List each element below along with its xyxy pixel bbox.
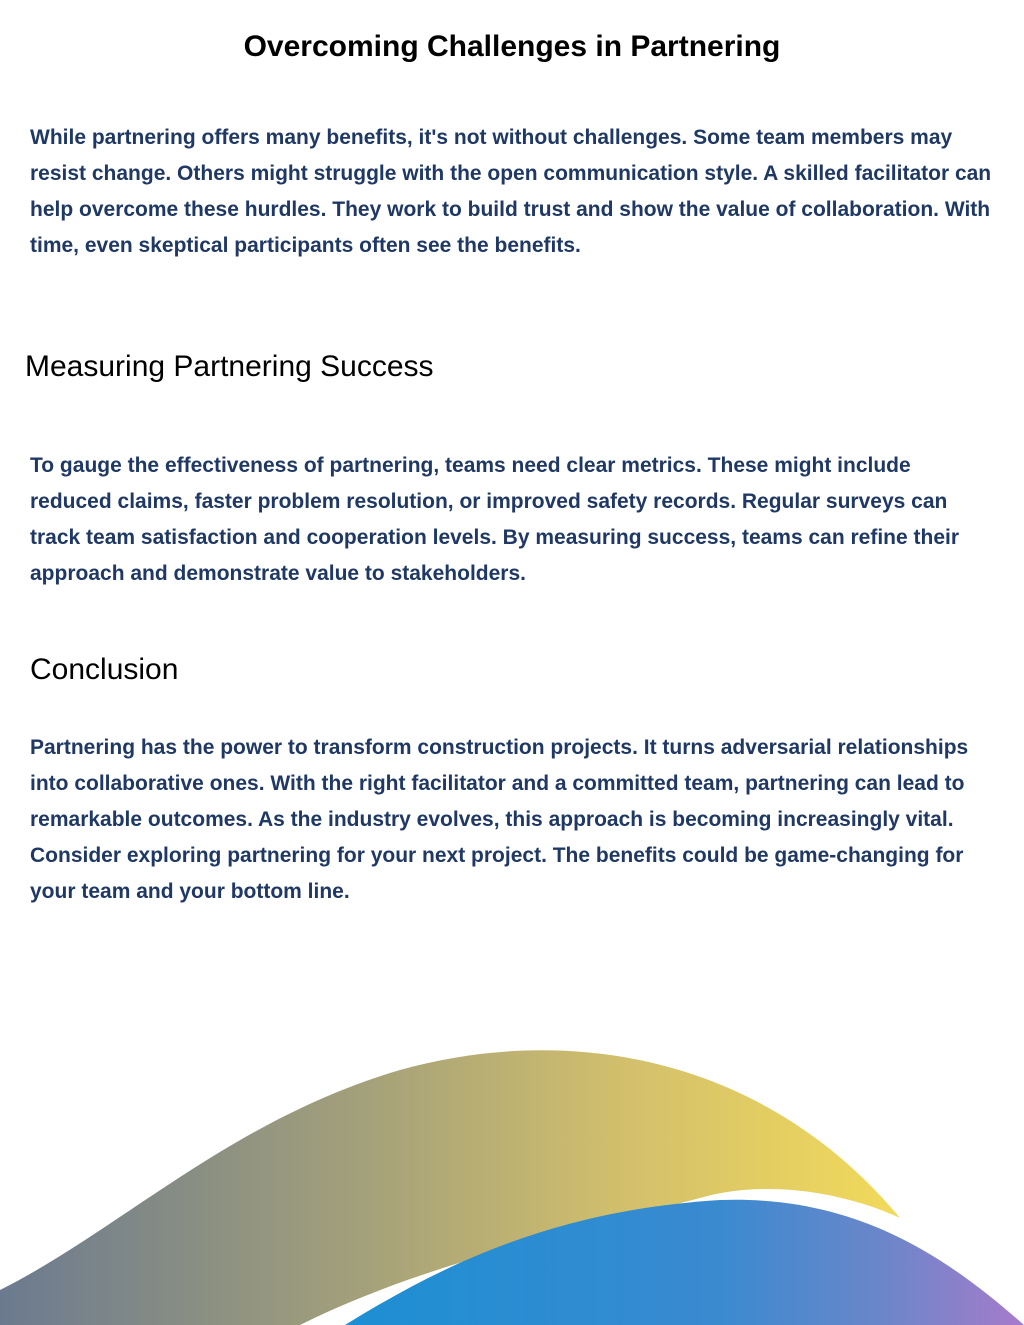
conclusion-paragraph: Partnering has the power to transform construction projects. It turns adversarial relationships into collaborative ones. With the right facilitator and a committed team, partnering can lead to remarkable outcomes. As the industry evolves, this approach is becoming increasingly vital. Consider exploring partnering for your next project. The benefits could be game-changing for your team and your bottom line. bbox=[30, 736, 969, 903]
measuring-success-heading: Measuring Partnering Success bbox=[25, 350, 434, 383]
page-title: Overcoming Challenges in Partnering bbox=[243, 30, 781, 63]
challenges-paragraph: While partnering offers many benefits, it's not without challenges. Some team members may resist change. Others might struggle with the open communication style. A skilled facilitator can help overcome these hurdles. They work to build trust and show the value of collaboration. With time, even skeptical participants often see the benefits. bbox=[30, 126, 992, 257]
measuring-success-paragraph: To gauge the effectiveness of partnering, teams need clear metrics. These might include reduced claims, faster problem resolution, or improved safety records. Regular surveys can track team satisfaction and cooperation levels. By measuring success, teams can refine their approach and demonstrate value to stakeholders. bbox=[30, 454, 960, 585]
footer-wave-decoration bbox=[0, 1030, 1024, 1325]
conclusion-heading: Conclusion bbox=[30, 653, 179, 686]
